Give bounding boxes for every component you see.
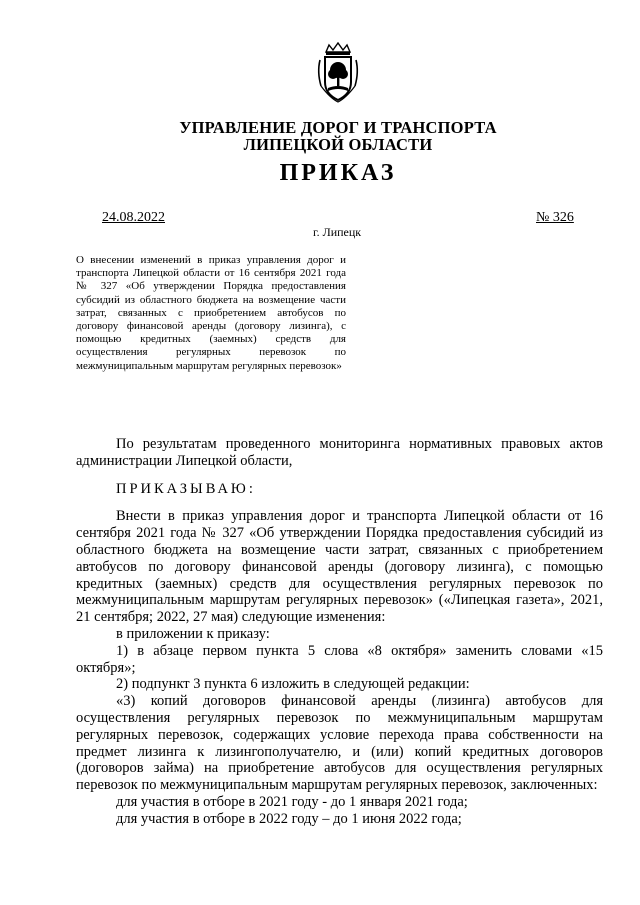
paragraph-item-1: 1) в абзаце первом пункта 5 слова «8 октября» заменить словами «15 октября»; <box>76 642 603 676</box>
coat-of-arms-icon <box>314 42 362 104</box>
paragraph-deadline-2021: для участия в отборе в 2021 году - до 1 января 2021 года; <box>116 793 468 810</box>
document-date: 24.08.2022 <box>102 210 165 225</box>
paragraph-deadline-2022: для участия в отборе в 2022 году – до 1 июня 2022 года; <box>116 810 462 827</box>
intro-paragraph: По результатам проведенного мониторинга нормативных правовых актов администрации Липецкой области, <box>76 436 603 469</box>
paragraph-main-change: Внести в приказ управления дорог и транспорта Липецкой области от 16 сентября 2021 года № 327 «Об утверждении Порядка предоставления субсидий из областного бюджета на возмещение части затрат, связанных с приобретением автобусов по договору финансовой аренды (договору лизинга), с помощью кредитных (заемных) средств для осуществления регулярных перевозок по межмуниципальным маршрутам регулярных перевозок» («Липецкая газета», 2021, 21 сентября; 2022, 27 мая) следующие изменения: <box>76 508 603 626</box>
organization-name-line2: ЛИПЕЦКОЙ ОБЛАСТИ <box>243 135 433 154</box>
document-city: г. Липецк <box>313 225 362 239</box>
order-word: ПРИКАЗЫВАЮ: <box>116 480 256 497</box>
document-type-title: ПРИКАЗ <box>279 160 397 186</box>
document-body <box>76 436 603 828</box>
paragraph-item-2: 2) подпункт 3 пункта 6 изложить в следующей редакции: <box>116 676 470 693</box>
paragraph-new-subitem-3: «3) копий договоров финансовой аренды (лизинга) автобусов для осуществления регулярных перевозок по межмуниципальным маршрутам регулярных перевозок, содержащих условие перехода права собственности на предмет лизинга к лизингополучателю, и (или) копий кредитных договоров (договоров займа) на приобретение автобусов для осуществления регулярных перевозок по межмуниципальным маршрутам регулярных перевозок, заключенных: <box>76 693 603 794</box>
document-subject: О внесении изменений в приказ управления дорог и транспорта Липецкой области от 16 сентября 2021 года № 327 «Об утверждении Порядка предоставления субсидий из областного бюджета на возмещение части затрат, связанных с приобретением автобусов по договору финансовой аренды (договору лизинга), с помощью кредитных (заемных) средств для осуществления регулярных перевозок по межмуниципальным маршрутам регулярных перевозок» <box>76 254 346 372</box>
document-number: № 326 <box>536 210 574 225</box>
paragraph-appendix: в приложении к приказу: <box>116 625 270 642</box>
organization-name-line1: УПРАВЛЕНИЕ ДОРОГ И ТРАНСПОРТА <box>179 118 497 137</box>
